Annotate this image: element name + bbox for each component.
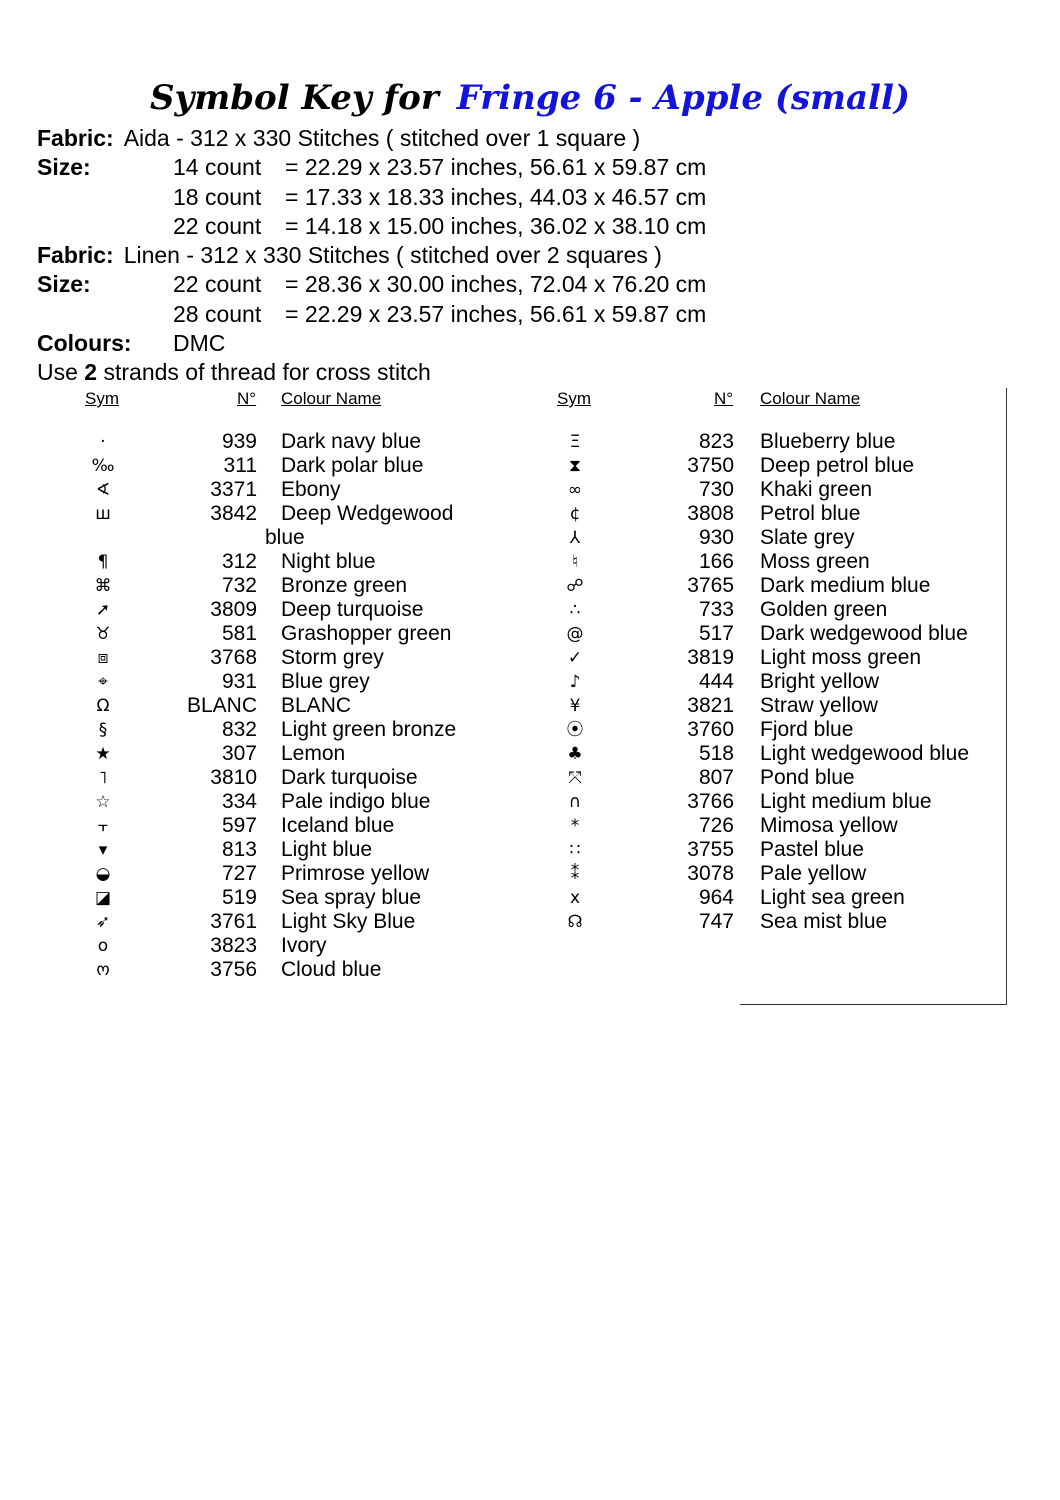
colour-name: Storm grey: [281, 646, 384, 669]
border-horizontal: [740, 1004, 1007, 1005]
symbol-icon: @: [566, 624, 584, 644]
page-title: [0, 78, 1060, 118]
size-label: Size:: [37, 154, 91, 181]
dmc-number: 581: [221, 622, 257, 645]
colour-name: Deep turquoise: [281, 598, 424, 621]
dmc-number: 3760: [687, 718, 734, 741]
symbol-icon: ☊: [567, 912, 583, 932]
colour-name: Dark navy blue: [281, 430, 422, 453]
dmc-number: 312: [221, 550, 257, 573]
symbol-icon: ◪: [94, 888, 112, 908]
symbol-icon: ·: [100, 432, 106, 452]
colour-name: Dark turquoise: [281, 766, 418, 789]
symbol-icon: ∞: [567, 480, 583, 500]
header-sym: Sym: [557, 389, 591, 408]
dmc-number: 3768: [210, 646, 257, 669]
symbol-icon: ♪: [569, 672, 581, 692]
colour-name: Sea spray blue: [281, 886, 422, 909]
colour-name: Dark polar blue: [281, 454, 424, 477]
strands-pre: Use: [37, 359, 78, 386]
dmc-number: 3765: [687, 574, 734, 597]
symbol-icon: ⧗: [569, 456, 581, 476]
symbol-icon: ⌖: [98, 672, 108, 692]
symbol-icon: ⤧: [568, 768, 582, 788]
header-num: N°: [714, 389, 734, 408]
dmc-number: 444: [698, 670, 734, 693]
colour-name: Iceland blue: [281, 814, 395, 837]
colour-name: Bronze green: [281, 574, 408, 597]
colour-name: Cloud blue: [281, 958, 382, 981]
symbol-icon: ▾: [98, 840, 108, 860]
colour-name: Slate grey: [760, 526, 855, 549]
dmc-number: 3808: [687, 502, 734, 525]
symbol-icon: ‰: [91, 456, 115, 476]
symbol-icon: ◒: [95, 864, 111, 884]
colour-name: Ebony: [281, 478, 341, 501]
symbol-icon: ⫟: [97, 816, 109, 836]
symbol-icon: o: [97, 936, 109, 956]
dmc-number: BLANC: [186, 694, 257, 717]
dmc-number: 733: [698, 598, 734, 621]
colours-row: [37, 329, 706, 358]
symbol-icon: Ξ: [569, 432, 581, 452]
dims: = 14.18 x 15.00 inches, 36.02 x 38.10 cm: [285, 212, 707, 239]
dmc-number: 3761: [210, 910, 257, 933]
title-pattern-name: Fringe 6 - Apple (small): [456, 78, 910, 118]
dmc-number: 3821: [687, 694, 734, 717]
colour-name: Khaki green: [760, 478, 873, 501]
symbol-icon: ⅄: [569, 528, 581, 548]
header-sym: Sym: [85, 389, 119, 408]
header-colour-name: Colour Name: [281, 389, 382, 408]
count: 22 count: [173, 271, 262, 298]
fabric-label: Fabric:: [37, 125, 114, 151]
symbol-icon: ➚: [95, 600, 111, 620]
colour-name: Light moss green: [760, 646, 922, 669]
dmc-number: 747: [698, 910, 734, 933]
symbol-icon: ➶: [95, 912, 111, 932]
symbol-icon: ო: [96, 960, 110, 980]
colour-name: Primrose yellow: [281, 862, 430, 885]
fabric-linen-row: [37, 241, 706, 270]
symbol-icon: ★: [95, 744, 111, 764]
dmc-number: 517: [698, 622, 734, 645]
symbol-icon: ∷: [569, 840, 581, 860]
colour-name: BLANC: [281, 694, 352, 717]
dmc-number: 931: [221, 670, 257, 693]
dmc-number: 3819: [687, 646, 734, 669]
dims: = 22.29 x 23.57 inches, 56.61 x 59.87 cm: [285, 154, 707, 181]
colour-name: Pale indigo blue: [281, 790, 431, 813]
colour-name: Pale yellow: [760, 862, 867, 885]
size-row: [37, 153, 706, 182]
colour-name: Dark medium blue: [760, 574, 931, 597]
colour-name: Light Sky Blue: [281, 910, 416, 933]
dmc-number: 334: [221, 790, 257, 813]
colour-name: Light green bronze: [281, 718, 457, 741]
dmc-number: 930: [698, 526, 734, 549]
size-row: [37, 212, 706, 241]
symbol-icon: ☆: [95, 792, 111, 812]
symbol-icon: §: [98, 720, 108, 740]
colour-name: Pastel blue: [760, 838, 864, 861]
symbol-icon: ¥: [569, 696, 581, 716]
symbol-icon: ∴: [569, 600, 581, 620]
dims: = 28.36 x 30.00 inches, 72.04 x 76.20 cm: [285, 271, 707, 298]
dmc-number: 307: [221, 742, 257, 765]
colours-value: DMC: [173, 330, 226, 357]
size-row: [37, 270, 706, 299]
dmc-number: 3750: [687, 454, 734, 477]
title-prefix: Symbol Key for: [150, 78, 439, 118]
colour-name: Deep Wedgewood blue: [265, 502, 454, 549]
dims: = 22.29 x 23.57 inches, 56.61 x 59.87 cm: [285, 300, 707, 327]
dmc-number: 807: [698, 766, 734, 789]
colour-name: Bright yellow: [760, 670, 880, 693]
colour-name: Deep petrol blue: [760, 454, 915, 477]
symbol-icon: ∢: [95, 480, 111, 500]
count: 28 count: [173, 300, 262, 327]
dmc-number: 3842: [210, 502, 257, 525]
dmc-number: 3756: [210, 958, 257, 981]
symbol-icon: Ω: [96, 696, 110, 716]
size-row: [37, 183, 706, 212]
symbol-icon: *: [570, 816, 580, 836]
dmc-number: 726: [698, 814, 734, 837]
size-row: [37, 300, 706, 329]
symbol-icon: ♮: [571, 552, 579, 572]
dmc-number: 166: [698, 550, 734, 573]
fabric-info: [37, 124, 706, 388]
dmc-number: 3371: [210, 478, 257, 501]
symbol-icon: ¶: [97, 552, 109, 572]
border-vertical: [1006, 388, 1007, 1004]
colour-name: Moss green: [760, 550, 870, 573]
count: 22 count: [173, 212, 262, 239]
symbol-icon: ✓: [567, 648, 583, 668]
header-num: N°: [237, 389, 257, 408]
dmc-number: 732: [221, 574, 257, 597]
count: 18 count: [173, 183, 262, 210]
dmc-number: 3823: [210, 934, 257, 957]
dims: = 17.33 x 18.33 inches, 44.03 x 46.57 cm: [285, 183, 707, 210]
symbol-icon: ¢: [569, 504, 581, 524]
symbol-icon: ш: [95, 504, 111, 524]
colour-name: Ivory: [281, 934, 327, 957]
strands-number: 2: [84, 359, 98, 386]
colour-name: Mimosa yellow: [760, 814, 898, 837]
dmc-number: 939: [221, 430, 257, 453]
dmc-number: 964: [698, 886, 734, 909]
strands-row: [37, 358, 706, 387]
colour-name: Straw yellow: [760, 694, 878, 717]
strands-post: strands of thread for cross stitch: [103, 359, 431, 386]
symbol-icon: ⧈: [97, 648, 109, 668]
symbol-icon: ⁑: [570, 864, 580, 884]
dmc-number: 597: [221, 814, 257, 837]
colour-name: Pond blue: [760, 766, 855, 789]
fabric-aida-text: Aida - 312 x 330 Stitches ( stitched over 1 square ): [123, 125, 641, 151]
count: 14 count: [173, 154, 262, 181]
symbol-icon: ♣: [567, 744, 583, 764]
symbol-icon: ♉: [95, 624, 111, 644]
symbol-icon: ∩: [568, 792, 582, 812]
dmc-number: 832: [221, 718, 257, 741]
colour-name: Blue grey: [281, 670, 370, 693]
size-label: Size:: [37, 271, 91, 298]
fabric-linen-text: Linen - 312 x 330 Stitches ( stitched over 2 squares ): [123, 242, 662, 269]
dmc-number: 823: [698, 430, 734, 453]
colour-name: Light blue: [281, 838, 373, 861]
dmc-number: 3755: [687, 838, 734, 861]
fabric-label: Fabric:: [37, 242, 114, 269]
colour-name: Lemon: [281, 742, 346, 765]
symbol-icon: ˥: [98, 768, 108, 788]
symbol-icon: ☍: [566, 576, 584, 596]
colour-name: Light wedgewood blue: [760, 742, 969, 765]
colour-name: Dark wedgewood blue: [760, 622, 968, 645]
dmc-number: 727: [221, 862, 257, 885]
fabric-aida-row: [37, 124, 706, 153]
colour-name: Petrol blue: [760, 502, 861, 525]
colour-name: Sea mist blue: [760, 910, 888, 933]
dmc-number: 3809: [210, 598, 257, 621]
dmc-number: 518: [698, 742, 734, 765]
dmc-number: 730: [698, 478, 734, 501]
colour-name: Light sea green: [760, 886, 905, 909]
dmc-number: 3766: [687, 790, 734, 813]
colour-name: Light medium blue: [760, 790, 932, 813]
colour-name: Night blue: [281, 550, 376, 573]
header-colour-name: Colour Name: [760, 389, 861, 408]
symbol-icon: ⦿: [566, 720, 584, 740]
dmc-number: 311: [223, 454, 257, 477]
colour-name: Blueberry blue: [760, 430, 896, 453]
dmc-number: 813: [221, 838, 257, 861]
dmc-number: 519: [221, 886, 257, 909]
colours-label: Colours:: [37, 330, 132, 357]
colour-name: Grashopper green: [281, 622, 452, 645]
dmc-number: 3810: [210, 766, 257, 789]
symbol-icon: x: [569, 888, 581, 908]
colour-name: Fjord blue: [760, 718, 854, 741]
dmc-number: 3078: [687, 862, 734, 885]
symbol-icon: ⌘: [94, 576, 112, 596]
colour-name: Golden green: [760, 598, 888, 621]
